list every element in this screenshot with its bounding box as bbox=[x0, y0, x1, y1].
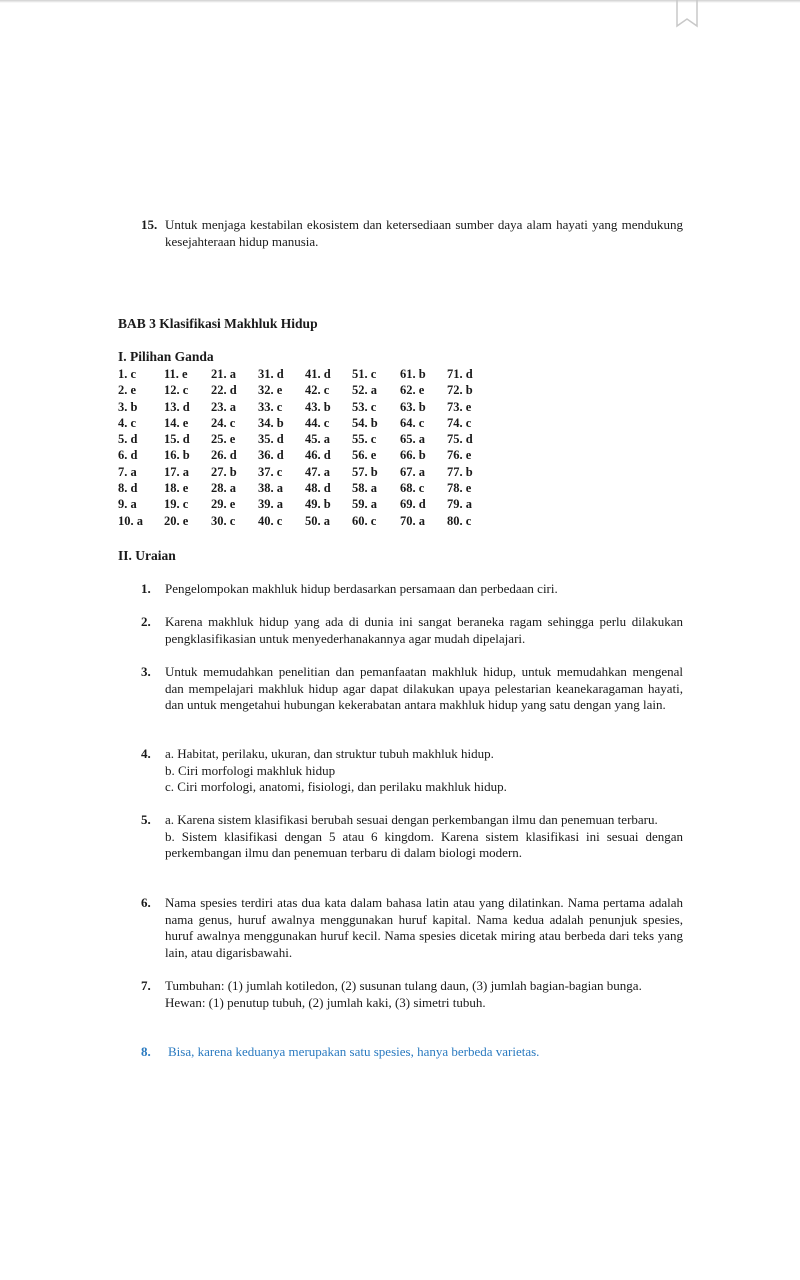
answer-cell: 53. c bbox=[352, 399, 377, 414]
answer-cell: 27. b bbox=[211, 464, 237, 479]
answer-cell: 63. b bbox=[400, 399, 426, 414]
answer-cell: 54. b bbox=[352, 415, 378, 430]
answer-cell: 32. e bbox=[258, 383, 283, 398]
item-number: 15. bbox=[141, 217, 158, 232]
answer-column bbox=[211, 366, 237, 529]
answer-cell: 68. c bbox=[400, 481, 425, 496]
answer-cell: 11. e bbox=[164, 367, 188, 381]
answer-cell: 38. a bbox=[258, 481, 283, 496]
answer-cell: 52. a bbox=[352, 383, 377, 398]
answer-cell: 48. d bbox=[305, 481, 331, 496]
item-number: 3. bbox=[141, 664, 151, 679]
answer-cell: 33. c bbox=[258, 399, 283, 414]
essay-item-4 bbox=[141, 746, 683, 796]
answer-cell: 26. d bbox=[211, 448, 237, 463]
answer-cell: 40. c bbox=[258, 513, 283, 528]
item-text: Nama spesies terdiri atas dua kata dalam bahasa latin atau yang dilatinkan. Nama pertama adalah nama genus, huruf awalnya menggunakan huruf kapital. Nama kedua adalah penunjuk spesies, huruf awalnya menggunakan huruf kecil. Nama spesies dicetak miring atau berbeda dari teks yang lain, atau digarisbawahi. bbox=[165, 895, 683, 960]
answer-cell: 64. c bbox=[400, 415, 425, 430]
answer-cell: 75. d bbox=[447, 432, 473, 447]
answer-cell: 16. b bbox=[164, 448, 190, 463]
answer-cell: 24. c bbox=[211, 415, 236, 430]
answer-column bbox=[352, 366, 378, 529]
answer-cell: 31. d bbox=[258, 367, 284, 381]
answer-cell: 4. c bbox=[118, 415, 137, 430]
answer-cell: 15. d bbox=[164, 432, 190, 447]
answer-cell: 66. b bbox=[400, 448, 426, 463]
item-number: 5. bbox=[141, 812, 151, 827]
answer-cell: 50. a bbox=[305, 513, 330, 528]
answer-cell: 10. a bbox=[118, 513, 143, 528]
answer-cell: 59. a bbox=[352, 497, 377, 512]
answer-cell: 21. a bbox=[211, 367, 236, 381]
item-subpoint-b: b. Ciri morfologi makhluk hidup bbox=[165, 762, 336, 778]
answer-column bbox=[118, 366, 143, 529]
answer-cell: 34. b bbox=[258, 415, 284, 430]
item-text: Untuk memudahkan penelitian dan pemanfaatan makhluk hidup, untuk memudahkan mengenal dan mempelajari makhluk hidup agar dapat dilakukan upaya pelestarian keanekaragaman hayati, dan untuk mengetahui hubungan kekerabatan antara makhluk hidup yang satu dengan yang lain. bbox=[165, 664, 683, 712]
answer-cell: 13. d bbox=[164, 399, 190, 414]
answer-cell: 2. e bbox=[118, 383, 137, 398]
section-title-pilihan-ganda: I. Pilihan Ganda bbox=[118, 349, 214, 364]
answer-cell: 56. e bbox=[352, 448, 377, 463]
answer-cell: 25. e bbox=[211, 432, 236, 447]
answer-cell: 14. e bbox=[164, 415, 189, 430]
answer-cell: 19. c bbox=[164, 497, 189, 512]
answer-cell: 18. e bbox=[164, 481, 189, 496]
answer-cell: 43. b bbox=[305, 399, 331, 414]
answer-cell: 35. d bbox=[258, 432, 284, 447]
answer-cell: 61. b bbox=[400, 367, 426, 381]
answer-cell: 28. a bbox=[211, 481, 236, 496]
answer-cell: 17. a bbox=[164, 464, 189, 479]
answer-cell: 79. a bbox=[447, 497, 472, 512]
answer-cell: 72. b bbox=[447, 383, 473, 398]
answer-cell: 74. c bbox=[447, 415, 472, 430]
answer-cell: 80. c bbox=[447, 513, 472, 528]
answer-column bbox=[305, 366, 331, 529]
answer-cell: 8. d bbox=[118, 481, 138, 496]
essay-item-5 bbox=[141, 812, 683, 862]
answer-cell: 71. d bbox=[447, 367, 473, 381]
answer-cell: 20. e bbox=[164, 513, 189, 528]
item-text: Bisa, karena keduanya merupakan satu spesies, hanya berbeda varietas. bbox=[168, 1044, 540, 1059]
answer-cell: 73. e bbox=[447, 399, 472, 414]
item-number: 8. bbox=[141, 1044, 151, 1059]
answer-column bbox=[447, 366, 473, 529]
answer-cell: 3. b bbox=[118, 399, 138, 414]
answer-cell: 76. e bbox=[447, 448, 472, 463]
item-text: Untuk menjaga kestabilan ekosistem dan ketersediaan sumber daya alam hayati yang mendukung kesejahteraan hidup manusia. bbox=[165, 217, 683, 249]
item-text: Karena makhluk hidup yang ada di dunia ini sangat beraneka ragam sehingga perlu dilakukan pengklasifikasian untuk menyederhanakannya agar mudah dipelajari. bbox=[165, 614, 683, 646]
answer-cell: 69. d bbox=[400, 497, 426, 512]
answer-cell: 44. c bbox=[305, 415, 330, 430]
essay-item-1 bbox=[141, 581, 683, 598]
essay-item-8-highlighted[interactable] bbox=[141, 1044, 683, 1061]
answer-cell: 6. d bbox=[118, 448, 138, 463]
answer-cell: 23. a bbox=[211, 399, 236, 414]
answer-cell: 29. e bbox=[211, 497, 236, 512]
essay-item-6 bbox=[141, 895, 683, 961]
top-essay-item-15 bbox=[141, 217, 683, 250]
answer-cell: 70. a bbox=[400, 513, 425, 528]
answer-cell: 41. d bbox=[305, 367, 331, 381]
answer-cell: 77. b bbox=[447, 464, 473, 479]
answer-cell: 78. e bbox=[447, 481, 472, 496]
answer-cell: 45. a bbox=[305, 432, 330, 447]
answer-cell: 57. b bbox=[352, 464, 378, 479]
answer-cell: 5. d bbox=[118, 432, 138, 447]
answer-cell: 30. c bbox=[211, 513, 236, 528]
item-subpoint-hewan: Hewan: (1) penutup tubuh, (2) jumlah kaki, (3) simetri tubuh. bbox=[165, 994, 486, 1010]
item-subpoint-tumbuhan: Tumbuhan: (1) jumlah kotiledon, (2) susunan tulang daun, (3) jumlah bagian-bagian bunga. bbox=[165, 978, 642, 993]
item-subpoint-b: b. Sistem klasifikasi dengan 5 atau 6 kingdom. Karena sistem klasifikasi ini sesuai dengan perkembangan ilmu dan penemuan terbaru di dalam biologi modern. bbox=[165, 828, 683, 860]
answer-cell: 1. c bbox=[118, 367, 137, 381]
answer-column bbox=[258, 366, 284, 529]
answer-cell: 60. c bbox=[352, 513, 377, 528]
item-subpoint-c: c. Ciri morfologi, anatomi, fisiologi, dan perilaku makhluk hidup. bbox=[165, 779, 507, 794]
answer-cell: 12. c bbox=[164, 383, 189, 398]
answer-cell: 36. d bbox=[258, 448, 284, 463]
answer-cell: 55. c bbox=[352, 432, 377, 447]
essay-item-2 bbox=[141, 614, 683, 647]
essay-item-3 bbox=[141, 664, 683, 714]
chapter-title: BAB 3 Klasifikasi Makhluk Hidup bbox=[118, 316, 318, 331]
item-number: 7. bbox=[141, 978, 151, 993]
item-number: 2. bbox=[141, 614, 151, 629]
item-subpoint-a: a. Karena sistem klasifikasi berubah sesuai dengan perkembangan ilmu dan penemuan terbaru. bbox=[165, 812, 658, 827]
answer-column bbox=[164, 366, 190, 529]
item-number: 6. bbox=[141, 895, 151, 910]
answer-cell: 9. a bbox=[118, 497, 137, 512]
answer-cell: 67. a bbox=[400, 464, 425, 479]
answer-cell: 51. c bbox=[352, 367, 377, 381]
answer-cell: 65. a bbox=[400, 432, 425, 447]
essay-item-7 bbox=[141, 978, 683, 1011]
answer-cell: 58. a bbox=[352, 481, 377, 496]
item-subpoint-a: a. Habitat, perilaku, ukuran, dan struktur tubuh makhluk hidup. bbox=[165, 746, 494, 761]
answer-cell: 22. d bbox=[211, 383, 237, 398]
answer-column bbox=[400, 366, 426, 529]
answer-cell: 46. d bbox=[305, 448, 331, 463]
answer-cell: 47. a bbox=[305, 464, 330, 479]
answer-cell: 42. c bbox=[305, 383, 330, 398]
item-text: Pengelompokan makhluk hidup berdasarkan persamaan dan perbedaan ciri. bbox=[165, 581, 558, 596]
answer-cell: 7. a bbox=[118, 464, 137, 479]
item-number: 1. bbox=[141, 581, 151, 596]
section-title-uraian: II. Uraian bbox=[118, 548, 176, 563]
answer-cell: 49. b bbox=[305, 497, 331, 512]
item-number: 4. bbox=[141, 746, 151, 761]
bookmark-icon[interactable] bbox=[676, 0, 698, 28]
answer-cell: 37. c bbox=[258, 464, 283, 479]
answer-cell: 62. e bbox=[400, 383, 425, 398]
answer-cell: 39. a bbox=[258, 497, 283, 512]
